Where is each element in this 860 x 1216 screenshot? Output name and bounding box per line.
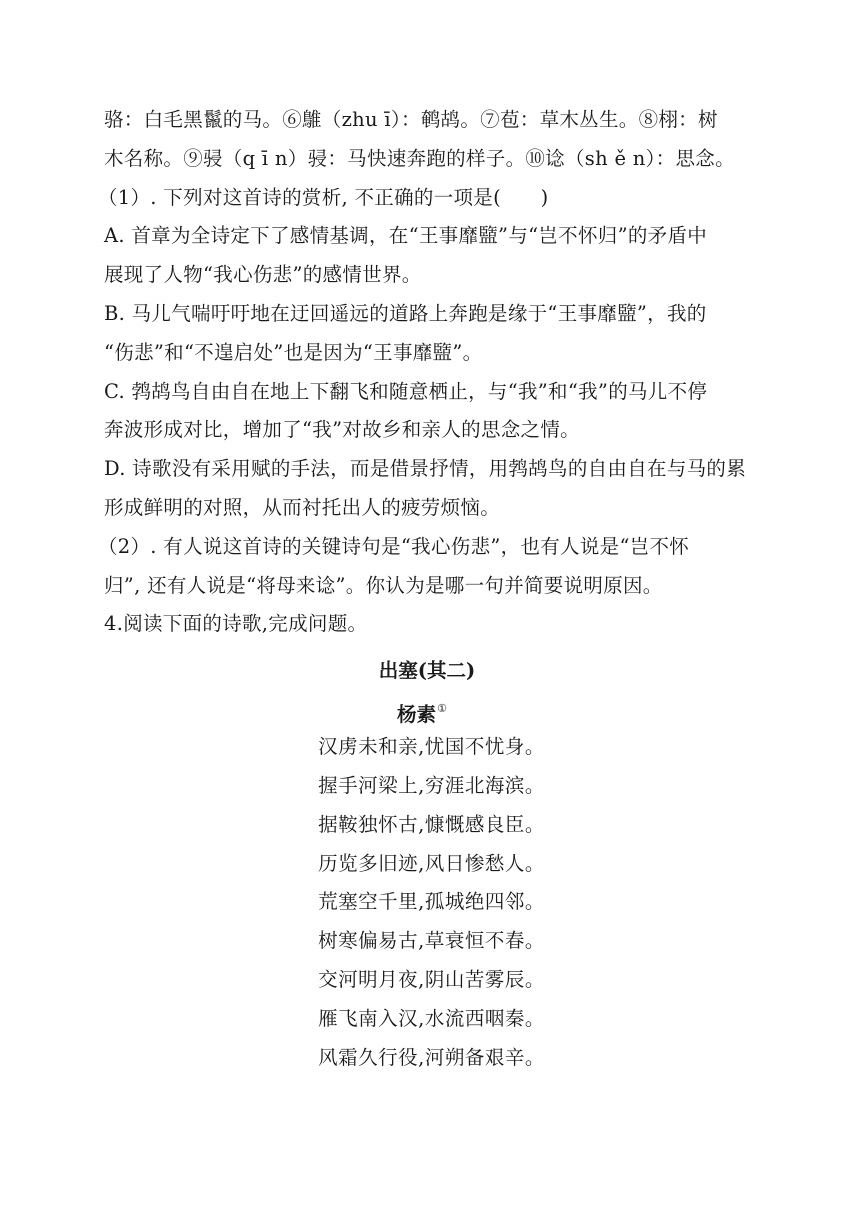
option-line: 展现了人物“我心伤悲”的感情世界。 [104, 263, 422, 287]
option-b [104, 295, 760, 373]
question-1 [98, 179, 760, 528]
poem-line: 汉虏未和亲,忧国不忧身。 [318, 735, 545, 759]
poem-line: 荒塞空千里,孤城绝四邻。 [318, 890, 545, 914]
poem-line: 握手河梁上,穷涯北海滨。 [318, 773, 545, 797]
poem-author [84, 690, 760, 728]
poem-line: 雁飞南入汉,水流西咽秦。 [318, 1006, 545, 1030]
poem-body [104, 728, 760, 1077]
option-a [104, 217, 760, 295]
option-line: C. 鹁鸪鸟自由自在地上下翻飞和随意栖止，与“我”和“我”的马儿不停 [104, 379, 708, 403]
question-2-line: （2）. 有人说这首诗的关键诗句是“我心伤悲”，也有人说是“岂不怀 [98, 534, 690, 558]
section-heading: 4.阅读下面的诗歌,完成问题。 [104, 612, 368, 636]
poem-line: 交河明月夜,阴山苦雾辰。 [318, 967, 545, 991]
footnote-marker: ① [437, 702, 447, 716]
option-line: B. 马儿气喘吁吁地在迂回遥远的道路上奔跑是缘于“王事靡盬”，我的 [104, 301, 707, 325]
footnotes [104, 101, 760, 179]
poem-line: 树寒偏易古,草衰恒不春。 [318, 929, 545, 953]
poem-line: 据鞍独怀古,慷慨感良臣。 [318, 812, 545, 836]
option-d [104, 450, 760, 528]
question-2 [98, 528, 760, 606]
poem-title: 出塞(其二) [378, 659, 476, 683]
option-line: 奔波形成对比，增加了“我”对故乡和亲人的思念之情。 [104, 418, 580, 442]
option-line: D. 诗歌没有采用赋的手法，而是借景抒情，用鹁鸪鸟的自由自在与马的累 [104, 457, 747, 481]
footnote-line: 骆：白毛黑鬣的马。⑥鵻（zhu ī）：鹌鸪。⑦苞：草木丛生。⑧栩：树 [104, 108, 718, 131]
option-line: A. 首章为全诗定下了感情基调，在“王事靡盬”与“岂不怀归”的矛盾中 [104, 224, 708, 248]
question-2-line: 归”, 还有人说是“将母来谂”。你认为是哪一句并简要说明原因。 [104, 573, 663, 597]
poem-line: 风霜久行役,河朔备艰辛。 [318, 1045, 545, 1069]
poem-line: 历览多旧迹,风日惨愁人。 [318, 851, 545, 875]
option-c [104, 373, 760, 451]
poem-author-name: 杨素 [397, 703, 437, 727]
footnote-line: 木名称。⑨骎（q ī n）骎：马快速奔跑的样子。⑩谂（sh ě n）：思念。 [104, 146, 735, 170]
option-line: 形成鲜明的对照，从而衬托出人的疲劳烦恼。 [104, 495, 501, 519]
section-4 [104, 605, 760, 1077]
question-1-stem: （1）. 下列对这首诗的赏析, 不正确的一项是( ) [98, 185, 549, 209]
option-line: “伤悲”和“不遑启处”也是因为“王事靡盬”。 [104, 340, 483, 364]
